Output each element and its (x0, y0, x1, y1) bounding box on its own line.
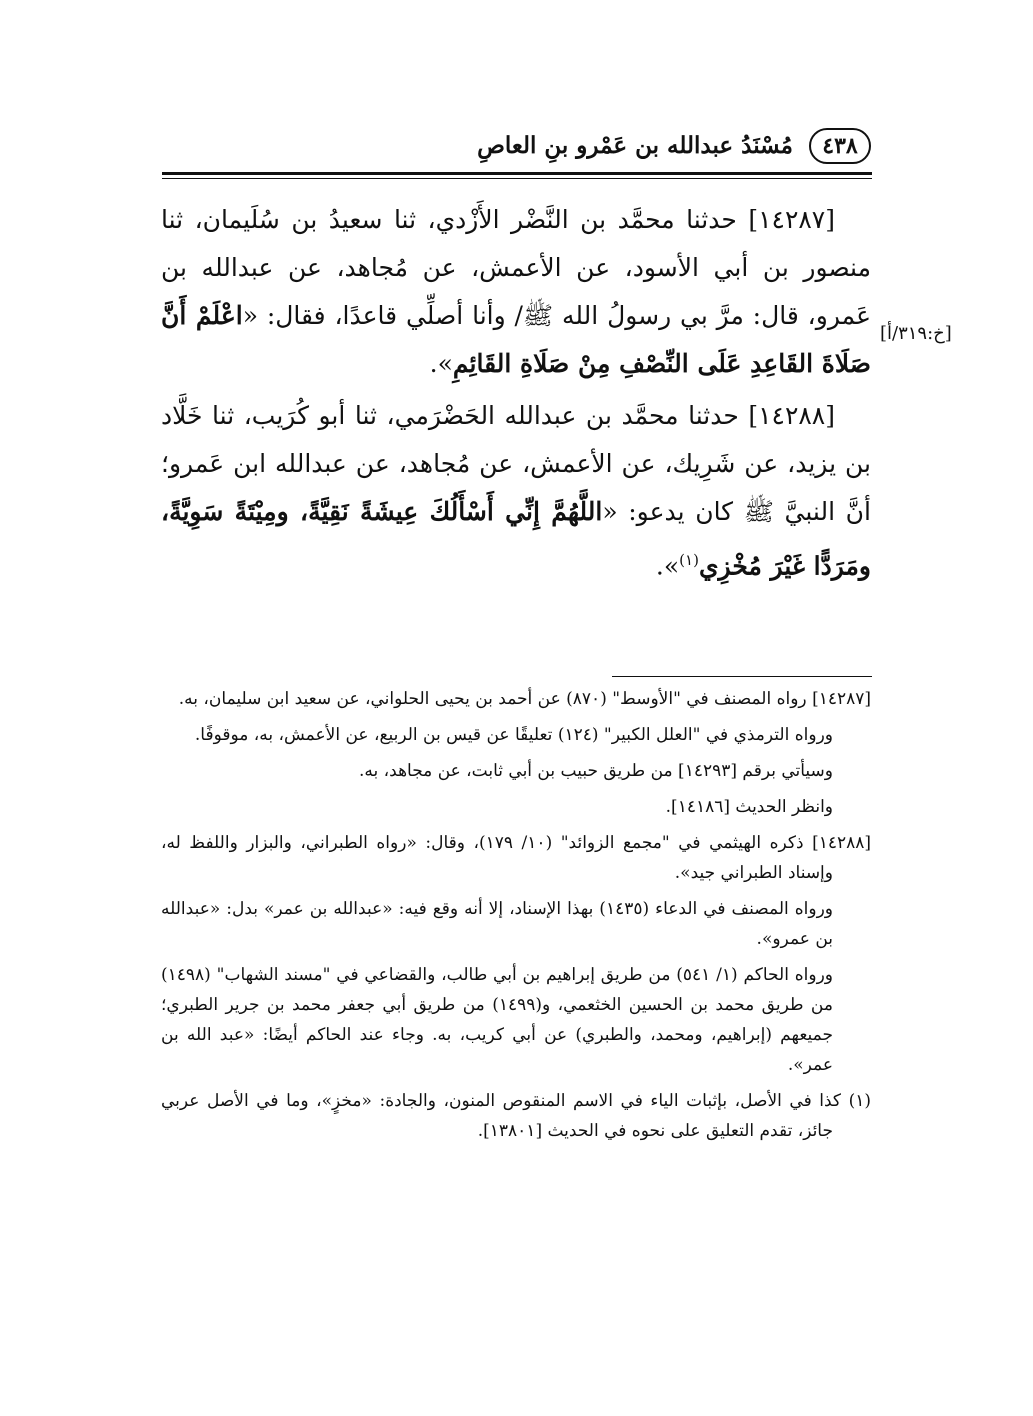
hadith-number: [١٤٢٨٧] (748, 205, 835, 234)
footnote-entry (161, 960, 871, 1080)
footnote-text: ذكره الهيثمي في "مجمع الزوائد" (١٠/ ١٧٩)، وقال: «رواه الطبراني، والبزار واللفظ له، وإسناد الطبراني جيد». (161, 833, 833, 883)
margin-manuscript-reference: [خ:٣١٩/أ] (880, 323, 952, 344)
footnote-label: [١٤٢٨٧] (812, 689, 871, 709)
hadith-text: حدثنا محمَّد بن النَّضْر الأَزْدي، ثنا سعيدُ بن سُلَيمان، ثنا منصور بن أبي الأسود، عن الأعمش، عن مُجاهد، عن عبدالله بن عَمرو، قال: مرَّ بي رسولُ الله ﷺ/ وأنا أصلِّي قاعدًا، فقال: « (161, 205, 871, 330)
footnote-text: رواه المصنف في "الأوسط" (٨٧٠) عن أحمد بن يحيى الحلواني، عن سعيد ابن سليمان، به. (178, 689, 813, 709)
footnote-text: ورواه المصنف في الدعاء (١٤٣٥) بهذا الإسناد، إلا أنه وقع فيه: «عبدالله بن عمر» بدل: «عبدالله بن عمرو». (161, 899, 833, 949)
hadith-text: حدثنا محمَّد بن عبدالله الحَضْرَمي، ثنا أبو كُرَيب، ثنا خَلَّاد بن يزيد، عن شَرِيك، عن الأعمش، عن مُجاهد، عن عبدالله ابن عَمرو؛ أنَّ النبيَّ ﷺ كان يدعو: « (161, 401, 871, 526)
footnote-marker[interactable]: (١) (679, 551, 699, 569)
footnote-text: وانظر الحديث [١٤١٨٦]. (665, 797, 833, 817)
page-header (161, 128, 871, 168)
footnote-entry (161, 792, 871, 822)
hadith-paragraph (161, 196, 871, 388)
footnote-entry (161, 720, 871, 750)
hadith-text-end: ». (429, 349, 453, 378)
footnote-text: ورواه الترمذي في "العلل الكبير" (١٢٤) تعليقًا عن قيس بن الربيع، عن الأعمش، به، موقوفًا. (194, 725, 833, 745)
hadith-paragraph (161, 392, 871, 590)
header-rule-thin (162, 178, 872, 179)
footnote-label: (١) (848, 1091, 871, 1111)
footnote-entry (161, 756, 871, 786)
running-title: مُسْنَدُ عبدالله بن عَمْرو بنِ العاصِ (477, 132, 793, 159)
footnote-text: كذا في الأصل، بإثبات الياء في الاسم المنقوص المنون، والجادة: «مخزٍ»، وما في الأصل عربي جائز، تقدم التعليق على نحوه في الحديث [١٣٨٠١]. (161, 1091, 849, 1141)
hadith-quote-bold: اعْلَمْ أَنَّ صَلَاةَ القَاعِدِ عَلَى النِّصْفِ مِنْ صَلَاةِ القَائِمِ (161, 301, 871, 378)
page-number: ٤٣٨ (809, 128, 871, 164)
footnote-separator (612, 676, 872, 677)
main-text (161, 196, 871, 590)
hadith-number: [١٤٢٨٨] (748, 401, 835, 430)
hadith-text-end: ». (655, 551, 680, 581)
footnote-entry (161, 1086, 871, 1146)
footnote-entry (161, 894, 871, 954)
footnote-label: [١٤٢٨٨] (812, 833, 872, 853)
footnote-text: ورواه الحاكم (١/ ٥٤١) من طريق إبراهيم بن أبي طالب، والقضاعي في "مسند الشهاب" (١٤٩٨) من طريق محمد بن الحسين الخثعمي، و(١٤٩٩) من طريق أبي جعفر محمد بن جرير الطبري؛ جميعهم (إبراهيم، ومحمد، والطبري) عن أبي كريب، به. وجاء عند الحاكم أيضًا: «عبد الله بن عمر». (161, 965, 833, 1075)
footnotes (161, 684, 871, 1152)
footnote-entry (161, 828, 871, 888)
footnote-text: وسيأتي برقم [١٤٢٩٣] من طريق حبيب بن أبي ثابت، عن مجاهد، به. (359, 761, 833, 781)
footnote-entry (161, 684, 871, 714)
hadith-quote-bold: اللَّهُمَّ إِنِّي أَسْأَلُكَ عِيشَةً نَقِيَّةً، ومِيْتَةً سَوِيَّةً، ومَرَدًّا غَيْرَ مُخْزِي (161, 497, 871, 581)
header-rule-thick (162, 172, 872, 175)
